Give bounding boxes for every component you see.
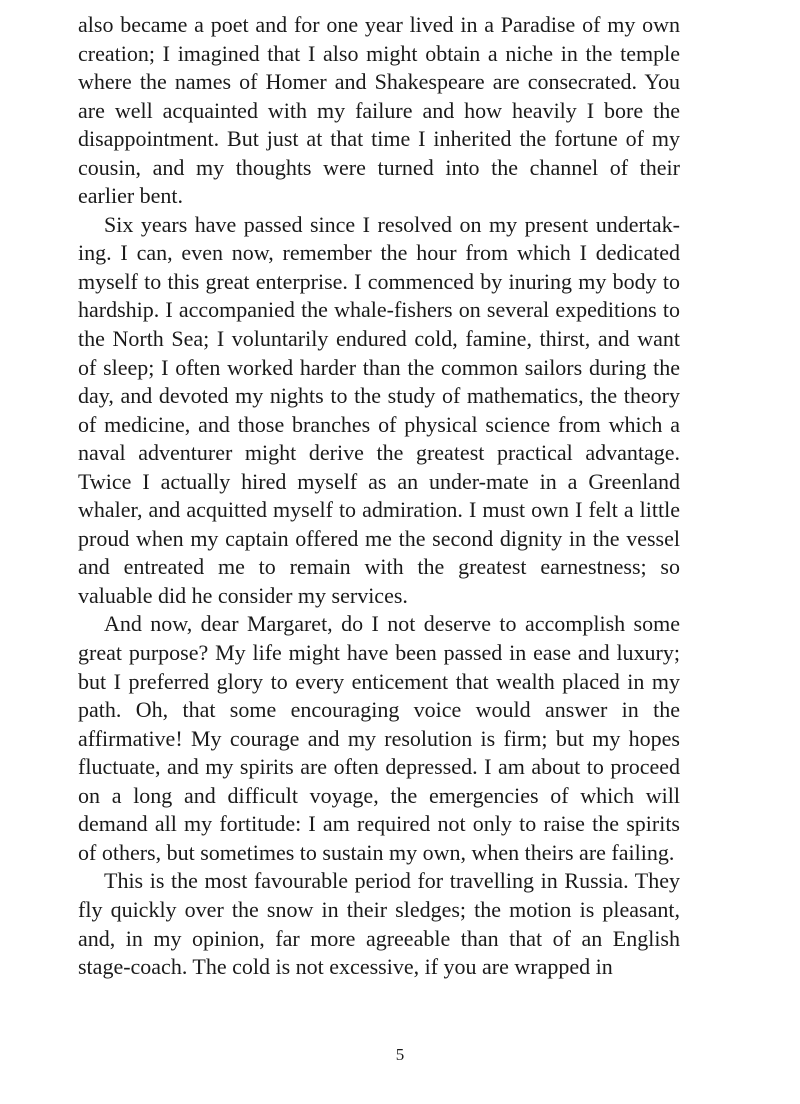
paragraph: Six years have passed since I resolved on my present undertaking. I can, even now, remember the hour from which I dedicated myself to this great enterprise. I commenced by inuring my body to hardship. I accompanied the whale-fishers on several expeditions to the North Sea; I voluntarily endured cold, famine, thirst, and want of sleep; I often worked harder than the common sailors during the day, and devoted my nights to the study of mathematics, the theory of medicine, and those branches of physical science from which a naval adventurer might derive the greatest practical advantage. Twice I actually hired myself as an under-mate in a Greenland whaler, and acquitted myself to admiration. I must own I felt a little proud when my captain offered me the second dignity in the vessel and entreated me to remain with the greatest earnestness; so valuable did he consider my services.: [78, 211, 680, 608]
paragraph: This is the most favourable period for travelling in Russia. They fly quickly over the snow in their sledges; the motion is pleasant, and, in my opinion, far more agreeable than that of an English stage-coach. The cold is not excessive, if you are wrapped in: [78, 868, 680, 980]
paragraph: And now, dear Margaret, do I not deserve to accomplish some great purpose? My life might have been passed in ease and luxury; but I preferred glory to every enticement that wealth placed in my path. Oh, that some encouraging voice would answer in the affirmative! My courage and my resolution is firm; but my hopes fluctuate, and my spirits are often depressed. I am about to proceed on a long and difficult voyage, the emergencies of which will demand all my fortitude: I am required not only to raise the spirits of others, but sometimes to sustain my own, when theirs are failing.: [78, 611, 680, 865]
paragraph-continued: also became a poet and for one year lived in a Paradise of my own creation; I imagined that I also might obtain a niche in the temple where the names of Homer and Shakespeare are consecrated. You are well acquainted with my failure and how heavily I bore the disappointment. But just at that time I inherited the fortune of my cousin, and my thoughts were turned into the channel of their earlier bent.: [78, 12, 680, 209]
body-text: [78, 11, 680, 982]
page-number: 5: [395, 1045, 405, 1064]
